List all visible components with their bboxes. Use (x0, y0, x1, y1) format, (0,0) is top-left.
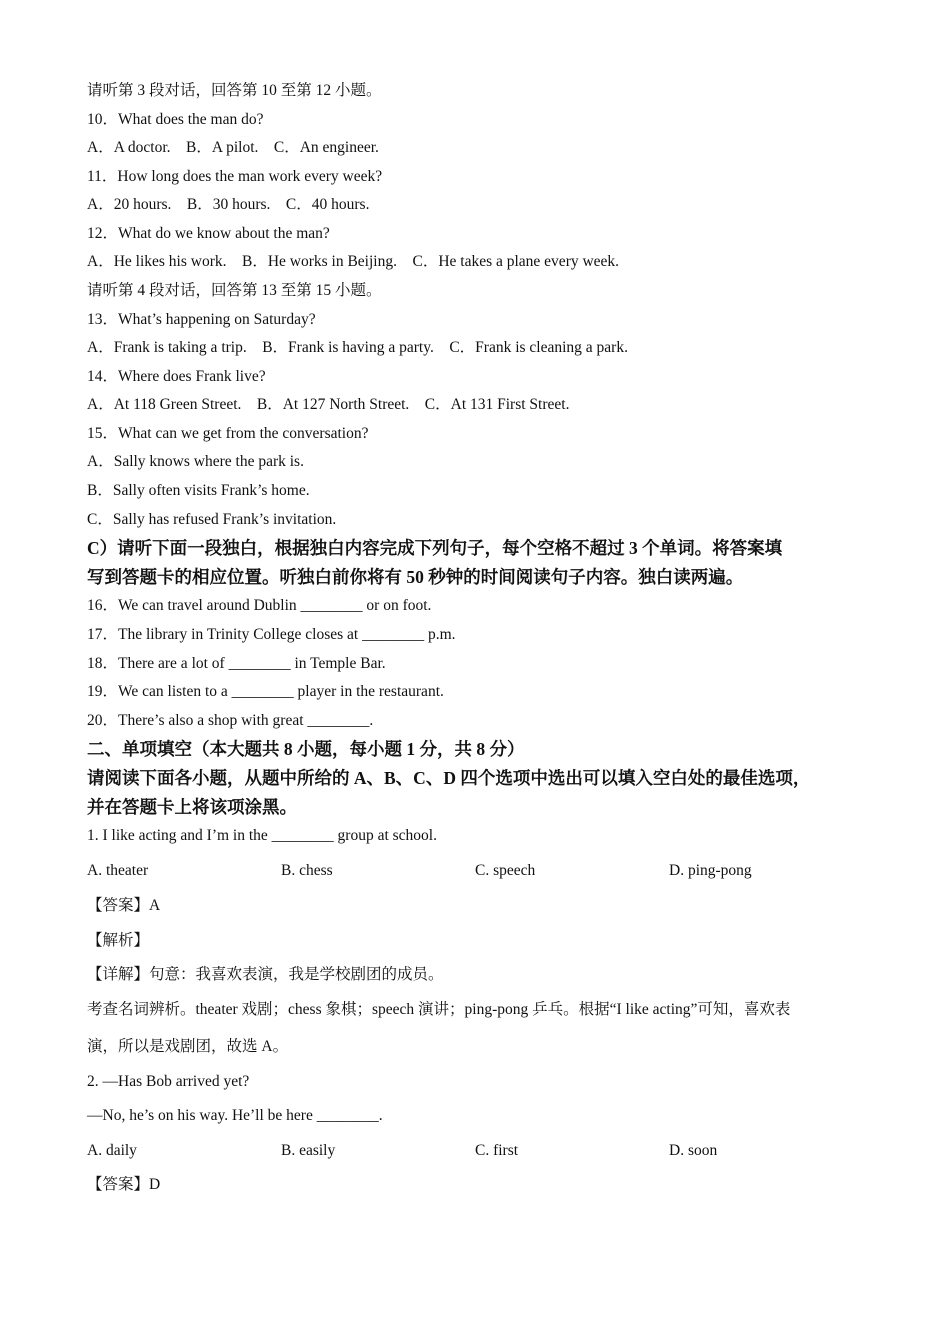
q2-option-b: B. easily (281, 1142, 336, 1159)
q1-option-b: B. chess (281, 862, 333, 879)
question-13-options: A．Frank is taking a trip. B．Frank is having a party. C．Frank is cleaning a park. (87, 339, 628, 356)
q1-option-d: D. ping-pong (669, 862, 752, 879)
q2-option-a: A. daily (87, 1142, 137, 1159)
question-17: 17．The library in Trinity College closes at ________ p.m. (87, 626, 456, 643)
question-16: 16．We can travel around Dublin ________ or on foot. (87, 597, 432, 614)
question-19: 19．We can listen to a ________ player in the restaurant. (87, 683, 444, 700)
question-15-option-c: C．Sally has refused Frank’s invitation. (87, 511, 337, 528)
part-c-heading-line2: 写到答题卡的相应位置。听独白前你将有 50 秒钟的时间阅读句子内容。独白读两遍。 (87, 567, 744, 587)
mc-question-1: 1. I like acting and I’m in the ________ group at school. (87, 827, 437, 844)
q1-analysis-label: 【解析】 (87, 932, 150, 949)
q1-answer: 【答案】A (87, 897, 161, 914)
question-13: 13．What’s happening on Saturday? (87, 311, 316, 328)
q2-option-d: D. soon (669, 1142, 718, 1159)
mc-question-2-line1: 2. —Has Bob arrived yet? (87, 1073, 250, 1090)
question-11-options: A．20 hours. B．30 hours. C．40 hours. (87, 196, 370, 213)
question-11: 11．How long does the man work every week? (87, 168, 383, 185)
question-15: 15．What can we get from the conversation? (87, 425, 369, 442)
q1-detail: 【详解】句意：我喜欢表演，我是学校剧团的成员。 (87, 966, 444, 983)
question-15-option-a: A．Sally knows where the park is. (87, 453, 304, 470)
q2-option-c: C. first (475, 1142, 519, 1159)
section4-instruction: 请听第 4 段对话，回答第 13 至第 15 小题。 (87, 282, 382, 299)
q1-explanation-line1: 考查名词辨析。theater 戏剧；chess 象棋；speech 演讲；ping-pong 乒乓。根据“I like acting”可知，喜欢表 (87, 1001, 791, 1018)
section2-title: 二、单项填空（本大题共 8 小题，每小题 1 分，共 8 分） (87, 739, 525, 759)
section2-instruction-line1: 请阅读下面各小题，从题中所给的 A、B、C、D 四个选项中选出可以填入空白处的最佳选项， (87, 768, 811, 788)
part-c-heading-line1: C）请听下面一段独白，根据独白内容完成下列句子，每个空格不超过 3 个单词。将答案填 (87, 538, 783, 558)
question-20: 20．There’s also a shop with great ________. (87, 712, 374, 729)
section2-instruction-line2: 并在答题卡上将该项涂黑。 (87, 797, 297, 817)
question-10-options: A．A doctor. B．A pilot. C．An engineer. (87, 139, 379, 156)
question-15-option-b: B．Sally often visits Frank’s home. (87, 482, 310, 499)
question-10: 10．What does the man do? (87, 111, 264, 128)
question-12-options: A．He likes his work. B．He works in Beijing. C．He takes a plane every week. (87, 253, 620, 270)
section3-instruction: 请听第 3 段对话，回答第 10 至第 12 小题。 (87, 82, 382, 99)
question-14: 14．Where does Frank live? (87, 368, 266, 385)
question-14-options: A．At 118 Green Street. B．At 127 North Street. C．At 131 First Street. (87, 396, 570, 413)
q1-option-c: C. speech (475, 862, 536, 879)
question-12: 12．What do we know about the man? (87, 225, 330, 242)
question-18: 18．There are a lot of ________ in Temple Bar. (87, 655, 386, 672)
q1-explanation-line2: 演，所以是戏剧团，故选 A。 (87, 1038, 289, 1055)
q2-answer: 【答案】D (87, 1176, 161, 1193)
mc-question-2-line2: —No, he’s on his way. He’ll be here ________. (87, 1107, 383, 1124)
q1-option-a: A. theater (87, 862, 149, 879)
